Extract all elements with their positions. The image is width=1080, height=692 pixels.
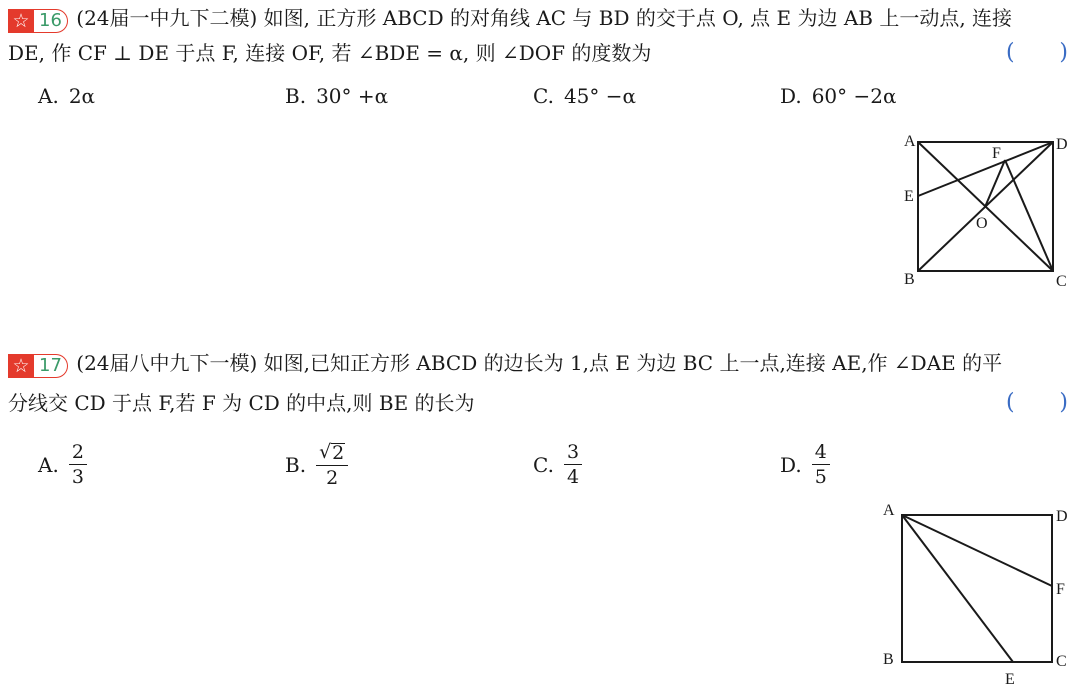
segment-ae [902,515,1013,662]
label-c: C [1056,273,1067,290]
choice-a[interactable] [38,437,87,493]
label-e: E [904,188,914,205]
answer-paren-close: ) [1059,40,1068,65]
choice-d[interactable] [780,80,896,112]
question-number-badge [8,5,68,35]
fraction [69,443,87,487]
square-diagram-17 [875,500,1080,692]
square-root [319,440,345,464]
choice-label: D. [780,453,802,477]
choice-c[interactable] [533,437,582,493]
fraction [564,443,582,487]
problem-16-line-2 [8,38,1070,68]
label-d: D [1056,508,1068,525]
answer-paren-close: ) [1059,390,1068,415]
choice-label: C. [533,84,554,108]
square-diagram-16 [895,130,1075,295]
label-c: C [1056,653,1067,670]
radical-sign: √ [319,440,332,463]
problem-16 [0,0,1080,320]
problem-16-line-1 [8,3,1070,35]
choice-text: 30° +α [316,84,389,108]
choice-text: 2α [68,84,96,108]
label-f: F [992,145,1001,162]
choice-text: 60° −2α [811,84,897,108]
choice-label: D. [780,84,802,108]
problem-17-line-2 [8,388,1070,418]
choice-label: A. [38,453,59,477]
numerator: 4 [812,443,830,465]
problem-17-text-2: 分线交 CD 于点 F,若 F 为 CD 的中点,则 BE 的长为 [8,391,475,415]
numerator [316,440,348,466]
problem-16-text-1: (24届一中九下二模) 如图, 正方形 ABCD 的对角线 AC 与 BD 的交于点 O, 点 E 为边 AB 上一动点, 连接 [76,6,1013,30]
segment-de [918,142,1053,196]
label-a: A [904,133,916,150]
choice-b[interactable] [285,80,388,112]
problem-16-text-2: DE, 作 CF ⊥ DE 于点 F, 连接 OF, 若 ∠BDE = α, 则 ∠DOF 的度数为 [8,41,652,65]
numerator: 2 [69,443,87,465]
choice-label: C. [533,453,554,477]
label-f: F [1056,581,1065,598]
fraction [316,440,348,489]
label-o: O [976,215,988,232]
label-b: B [904,271,915,288]
answer-blank[interactable] [1006,38,1068,68]
choice-label: B. [285,84,307,108]
choice-text: 45° −α [563,84,637,108]
segment-af [902,515,1052,586]
denominator: 5 [814,466,827,488]
label-e: E [1005,671,1015,688]
question-number-badge [8,350,68,380]
star-icon: ☆ [8,354,34,378]
segment-cf [1005,160,1053,271]
question-number: 17 [34,354,68,378]
denominator: 3 [71,466,84,488]
label-d: D [1056,136,1068,153]
star-icon: ☆ [8,9,34,33]
radicand: 2 [332,441,345,464]
choice-label: B. [285,453,307,477]
label-a: A [883,502,895,519]
answer-paren-open: ( [1006,390,1015,415]
fraction [812,443,830,487]
choice-d[interactable] [780,437,830,493]
denominator: 2 [326,466,339,489]
question-number: 16 [34,9,68,33]
denominator: 4 [566,466,580,488]
answer-blank[interactable] [1006,388,1068,418]
choice-b[interactable] [285,437,348,493]
problem-17-text-1: (24届八中九下一模) 如图,已知正方形 ABCD 的边长为 1,点 E 为边 BC 上一点,连接 AE,作 ∠DAE 的平 [76,351,1003,375]
label-b: B [883,651,894,668]
choice-label: A. [38,84,59,108]
square-abcd [902,515,1052,662]
numerator: 3 [564,443,582,465]
problem-17 [0,345,1080,692]
problem-17-line-1 [8,348,1070,380]
choice-a[interactable] [38,80,95,112]
choice-c[interactable] [533,80,636,112]
answer-paren-open: ( [1006,40,1015,65]
